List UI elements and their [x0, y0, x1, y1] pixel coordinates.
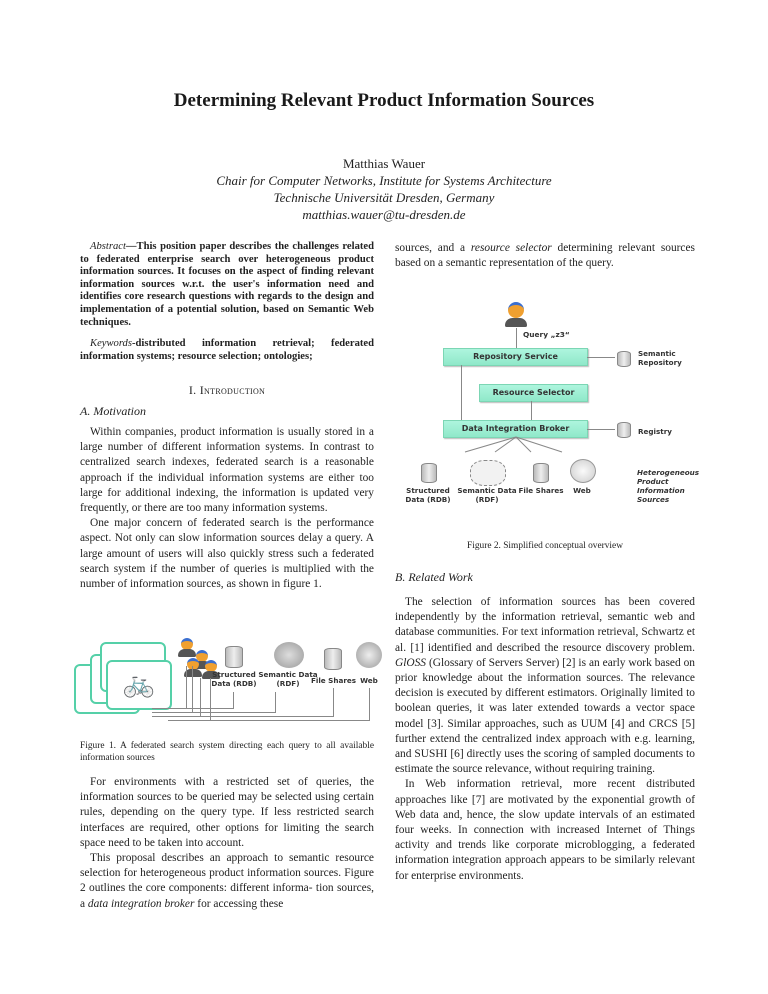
database-icon: [421, 463, 437, 483]
intro-paragraph-1: Within companies, product information is usually stored in a large number of different information systems. In contrast to centralized search indexes, federated search is a reasonable approach if the individual information systems are either too large for additional indexing, the information is updated very frequently, or there are too many information systems. One major concern of federated search is the performance aspect. Not only can slow information sources delay a query. A large amount of users will also quickly stress such a federated search system if the number of queries is multiplied with the number of information sources, as shown in figure 1.: [80, 425, 374, 592]
author-affiliation: Chair for Computer Networks, Institute for Systems Architecture: [216, 173, 552, 188]
figure-2: [395, 300, 700, 520]
semantic-repository-icon: [617, 351, 631, 367]
abstract-label: Abstract: [90, 241, 126, 252]
broker-fanout-arrows: [395, 436, 595, 456]
paper-title: Determining Relevant Product Information Sources: [173, 90, 595, 111]
user-icon: [508, 302, 524, 318]
related-work-paragraph-1: The selection of information sources has been covered independently by the information retrieval, semantic web and database communities. For text information retrieval, Schwartz et al. [1] identified and described the resource discovery problem. GlOSS (Glossary of Servers Server) [2] is an early work based on prior knowledge about the information sources. The relevance decision is executed by different estimators. Originally limited to boolean queries, it was later extended towards a vector space model [3]. Similar approaches, such as UUM [4] and CRCS [5] further extend the centralized index approach with e.g. learning, and SUSHI [6] directly uses the scoring of sampled documents to estimate the source relevance, without requiring training. In Web information retrieval, more recent distributed approaches like [7] are motivated by the exponential growth of Web data and, hence, the slow update intervals of an estimated four weeks. In connection with increased Internet of Things activity and trends like corporate microblogging, a federated information integration approach appears to be similarly relevant for enterprise environments.: [395, 595, 695, 884]
fig1-source-label: Web: [360, 676, 378, 685]
file-share-icon: [533, 463, 549, 483]
query-label: Query „z3“: [523, 330, 570, 339]
intro-paragraph-3: For environments with a restricted set of queries, the information sources to be queried may be selected using certain rules, depending on the query type. If less restricted search interfaces are required, other options for limiting the search space need to be taken into account. This proposal describes an approach to semantic resource selection for heterogeneous product information sources. Figure 2 outlines the core components: different informa- tion sources, a data integration broker for accessing these: [80, 775, 374, 912]
cloud-web-icon: [356, 642, 382, 668]
related-work-paragraph-2: In Web information retrieval, more recent distributed approaches like [7] are motivated by the exponential growth of Web data and, hence, the slow update intervals of an estimated four weeks. In connection with increased Internet of Things activity and trends like corporate microblogging, a federated information integration approach appears to be similarly relevant for enterprise environments.: [395, 778, 695, 882]
keywords-label: Keywords: [90, 338, 132, 349]
subsection-heading-motivation: A. Motivation: [80, 404, 146, 418]
data-integration-broker-box: Data Integration Broker: [443, 420, 588, 438]
section-heading-introduction: I. Introduction: [188, 383, 266, 397]
registry-label: Registry: [638, 427, 672, 436]
abstract: Abstract—This position paper describes the challenges related to federated enterprise search over heterogeneous product information sources. It focuses on the aspect of finding relevant information sources w.r.t. the user's information need and identifies core research questions with regards to the design and implementation of a potential solution, based on Semantic Web techniques.: [80, 241, 374, 328]
fig1-source-label: Semantic Data (RDF): [258, 670, 318, 688]
graph-network-icon: [274, 642, 304, 668]
author-email: matthias.wauer@tu-dresden.de: [302, 207, 466, 222]
registry-icon: [617, 422, 631, 438]
fig2-source-label: File Shares: [518, 486, 564, 495]
intro-paragraph-2: One major concern of federated search is the performance aspect. Not only can slow information sources delay a query. A large amount of users will also quickly stress such a federated search system if the number of queries is multiplied with the number of information sources, as shown in figure 1.: [80, 517, 374, 591]
heterogeneous-sources-label: Heterogeneous Product Information Sources: [637, 468, 700, 504]
graph-network-icon: [470, 460, 506, 486]
author-name: Matthias Wauer: [342, 156, 426, 171]
figure-1-caption: Figure 1. A federated search system directing each query to all available information sources: [80, 741, 374, 763]
figure-2-caption: Figure 2. Simplified conceptual overview: [467, 541, 623, 551]
semantic-repository-label: Semantic Repository: [638, 349, 682, 367]
cloud-web-icon: [570, 459, 596, 483]
figure-1: [78, 636, 378, 736]
fig1-source-label: File Shares: [310, 676, 357, 685]
fig2-source-label: Web: [573, 486, 591, 495]
fig2-source-label: Structured Data (RDB): [405, 486, 451, 504]
fig1-source-label: Structured Data (RDB): [211, 670, 257, 688]
abstract-text: This position paper describes the challenges related to federated enterprise search over heterogeneous product information sources. It focuses on the aspect of finding relevant information sources w.r.t. the user's information need and identifies core research questions with regards to the design and implementation of a potential solution, based on Semantic Web techniques.: [80, 241, 374, 328]
author-university: Technische Universität Dresden, Germany: [273, 190, 495, 205]
repository-service-box: Repository Service: [443, 348, 588, 366]
keywords: [80, 338, 374, 363]
database-icon: [225, 646, 243, 668]
resource-selector-box: Resource Selector: [479, 384, 588, 402]
keywords-text: -distributed information retrieval; federated information systems; resource selection; ontologies;: [80, 338, 374, 362]
bicycle-icon: 🚲: [106, 660, 172, 710]
subsection-heading-related-work: B. Related Work: [395, 570, 473, 584]
intro-paragraph-4-start: This proposal describes an approach to semantic resource selection for heterogeneous product information sources. Figure 2 outlines the core components: different informa- tion sources, a data integration broker for accessing these: [80, 852, 374, 910]
file-share-icon: [324, 648, 342, 670]
intro-paragraph-4-continued: sources, and a resource selector determining relevant sources based on a semantic representation of the query.: [395, 242, 695, 270]
fig2-source-label: Semantic Data (RDF): [457, 486, 517, 504]
